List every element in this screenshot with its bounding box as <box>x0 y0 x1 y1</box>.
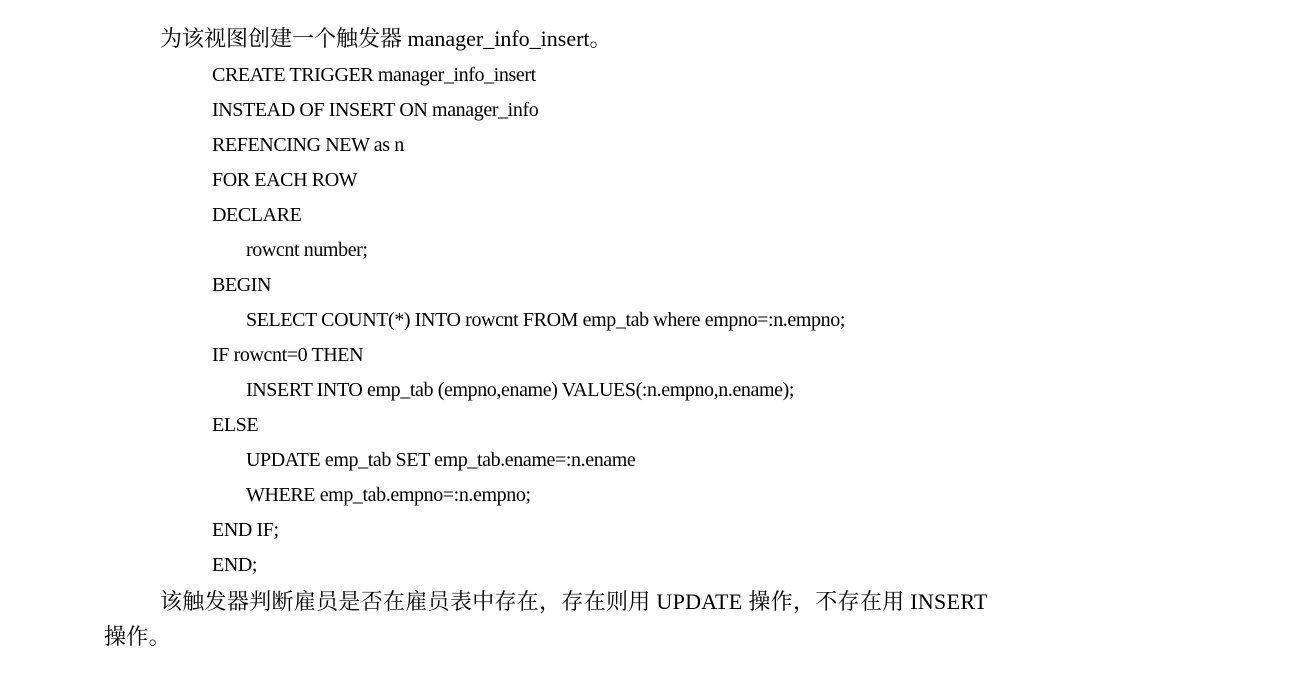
code-line: rowcnt number; <box>246 239 368 261</box>
code-line: WHERE emp_tab.empno=:n.empno; <box>246 484 531 506</box>
code-line: INSTEAD OF INSERT ON manager_info <box>212 99 539 121</box>
code-line: INSERT INTO emp_tab (empno,ename) VALUES(:n.empno,n.ename); <box>246 379 795 401</box>
code-line: ELSE <box>212 414 259 436</box>
code-line: END IF; <box>212 519 279 541</box>
summary-line-2: 操作。 <box>104 624 171 649</box>
code-line: REFENCING NEW as n <box>212 134 404 156</box>
code-line: UPDATE emp_tab SET emp_tab.ename=:n.ename <box>246 449 636 471</box>
intro-paragraph: 为该视图创建一个触发器 manager_info_insert。 <box>160 26 612 51</box>
code-line: IF rowcnt=0 THEN <box>212 344 364 366</box>
code-line: FOR EACH ROW <box>212 169 358 191</box>
code-line: DECLARE <box>212 204 302 226</box>
code-line: END; <box>212 554 258 576</box>
code-line: BEGIN <box>212 274 272 296</box>
code-line: CREATE TRIGGER manager_info_insert <box>212 64 536 86</box>
code-line: SELECT COUNT(*) INTO rowcnt FROM emp_tab where empno=:n.empno; <box>246 309 845 331</box>
summary-line-1: 该触发器判断雇员是否在雇员表中存在，存在则用 UPDATE 操作，不存在用 INSERT <box>160 589 988 614</box>
